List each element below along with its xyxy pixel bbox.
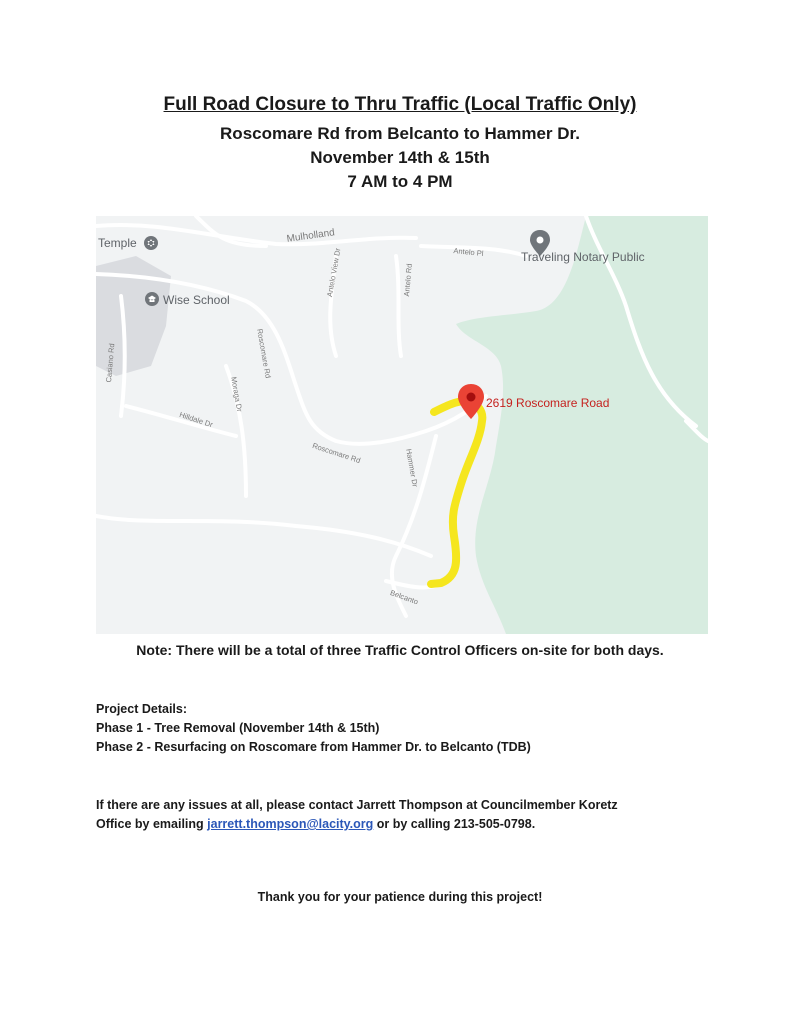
road-label-mulholland: Mulholland: [286, 227, 336, 245]
project-details: [96, 700, 736, 757]
closure-location: Roscomare Rd from Belcanto to Hammer Dr.: [220, 124, 580, 143]
project-heading: Project Details:: [96, 702, 188, 716]
road-label-hilldale: Hilldale Dr: [178, 410, 214, 430]
wise-school-label: Wise School: [163, 293, 230, 307]
road-label-belcanto: Belcanto: [388, 588, 420, 607]
temple-label: Temple: [98, 236, 137, 250]
contact-info: [96, 796, 736, 834]
officer-note: Note: There will be a total of three Traffic Control Officers on-site for both days.: [136, 642, 664, 658]
road-label-roscomare-upper: Roscomare Rd: [255, 328, 273, 379]
closure-map[interactable]: [96, 216, 708, 634]
park-area: [456, 216, 708, 634]
notary-label: Traveling Notary Public: [521, 250, 645, 264]
phase-1: Phase 1 - Tree Removal (November 14th & 15th): [96, 721, 380, 735]
contact-line-2-pre: Office by emailing: [96, 817, 208, 831]
road-label-antelo-pl: Antelo Pl: [453, 246, 484, 259]
road-label-antelo-view: Antelo View Dr: [325, 247, 343, 298]
road-label-antelo-rd: Antelo Rd: [402, 263, 414, 297]
school-icon: [145, 292, 159, 306]
road-label-hammer: Hammer Dr: [404, 448, 420, 488]
pin-address-label: 2619 Roscomare Road: [486, 396, 610, 410]
page-title: Full Road Closure to Thru Traffic (Local Traffic Only): [163, 94, 637, 115]
email-link[interactable]: jarrett.thompson@lacity.org: [207, 817, 374, 831]
road-label-casiano: Casiano Rd: [104, 342, 117, 383]
contact-line-2-post: or by calling 213-505-0798.: [373, 817, 536, 831]
closure-hours: 7 AM to 4 PM: [347, 172, 453, 191]
map-graphic: [96, 216, 708, 634]
road-label-moraga: Moraga Dr: [229, 376, 245, 413]
thank-you-message: Thank you for your patience during this project!: [257, 890, 543, 904]
road-label-roscomare-lower: Roscomare Rd: [311, 441, 362, 466]
phase-2: Phase 2 - Resurfacing on Roscomare from Hammer Dr. to Belcanto (TDB): [96, 740, 531, 754]
contact-line-1: If there are any issues at all, please contact Jarrett Thompson at Councilmember Koretz: [96, 798, 618, 812]
contact-line-2: [96, 815, 736, 834]
temple-icon: [144, 236, 158, 250]
closure-dates: November 14th & 15th: [310, 148, 490, 167]
